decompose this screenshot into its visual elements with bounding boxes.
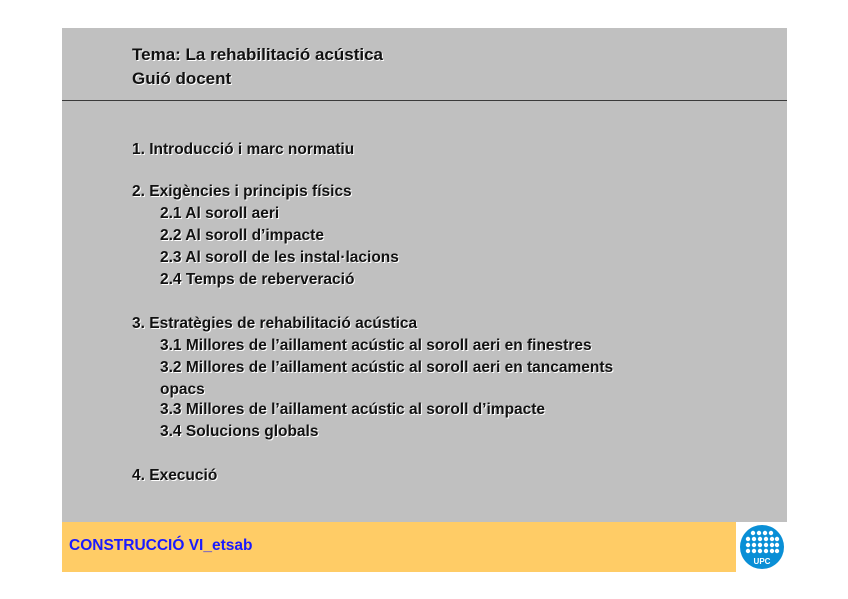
outline-item-3-4: 3.4 Solucions globals [160,423,319,440]
slide-subtitle: Guió docent [132,69,232,88]
logo-box [736,522,787,572]
outline-item-3-1: 3.1 Millores de l’aillament acústic al soroll aeri en finestres [160,337,592,354]
outline-item-2-1: 2.1 Al soroll aeri [160,205,280,222]
outline-section-4: 4. Execució [132,467,218,484]
footer-bar [62,522,787,572]
outline-section-3: 3. Estratègies de rehabilitació acústica [132,315,418,332]
outline-item-3-2-cont: opacs [160,381,205,398]
outline-item-2-4: 2.4 Temps de reberveració [160,271,355,288]
outline-section-1: 1. Introducció i marc normatiu [132,141,355,158]
outline-item-2-2: 2.2 Al soroll d’impacte [160,227,324,244]
upc-logo-icon [739,524,785,570]
outline-item-3-3: 3.3 Millores de l’aillament acústic al soroll d’impacte [160,401,546,418]
slide-title: Tema: La rehabilitació acústica [132,45,383,64]
footer-course-label: CONSTRUCCIÓ VI_etsab [69,537,253,554]
outline-item-2-3: 2.3 Al soroll de les instal·lacions [160,249,399,266]
slide-header [62,28,787,101]
outline-section-2: 2. Exigències i principis físics [132,183,352,200]
slide [62,28,787,572]
upc-logo-text: UPC [753,557,771,566]
outline-item-3-2: 3.2 Millores de l’aillament acústic al soroll aeri en tancaments [160,359,614,376]
